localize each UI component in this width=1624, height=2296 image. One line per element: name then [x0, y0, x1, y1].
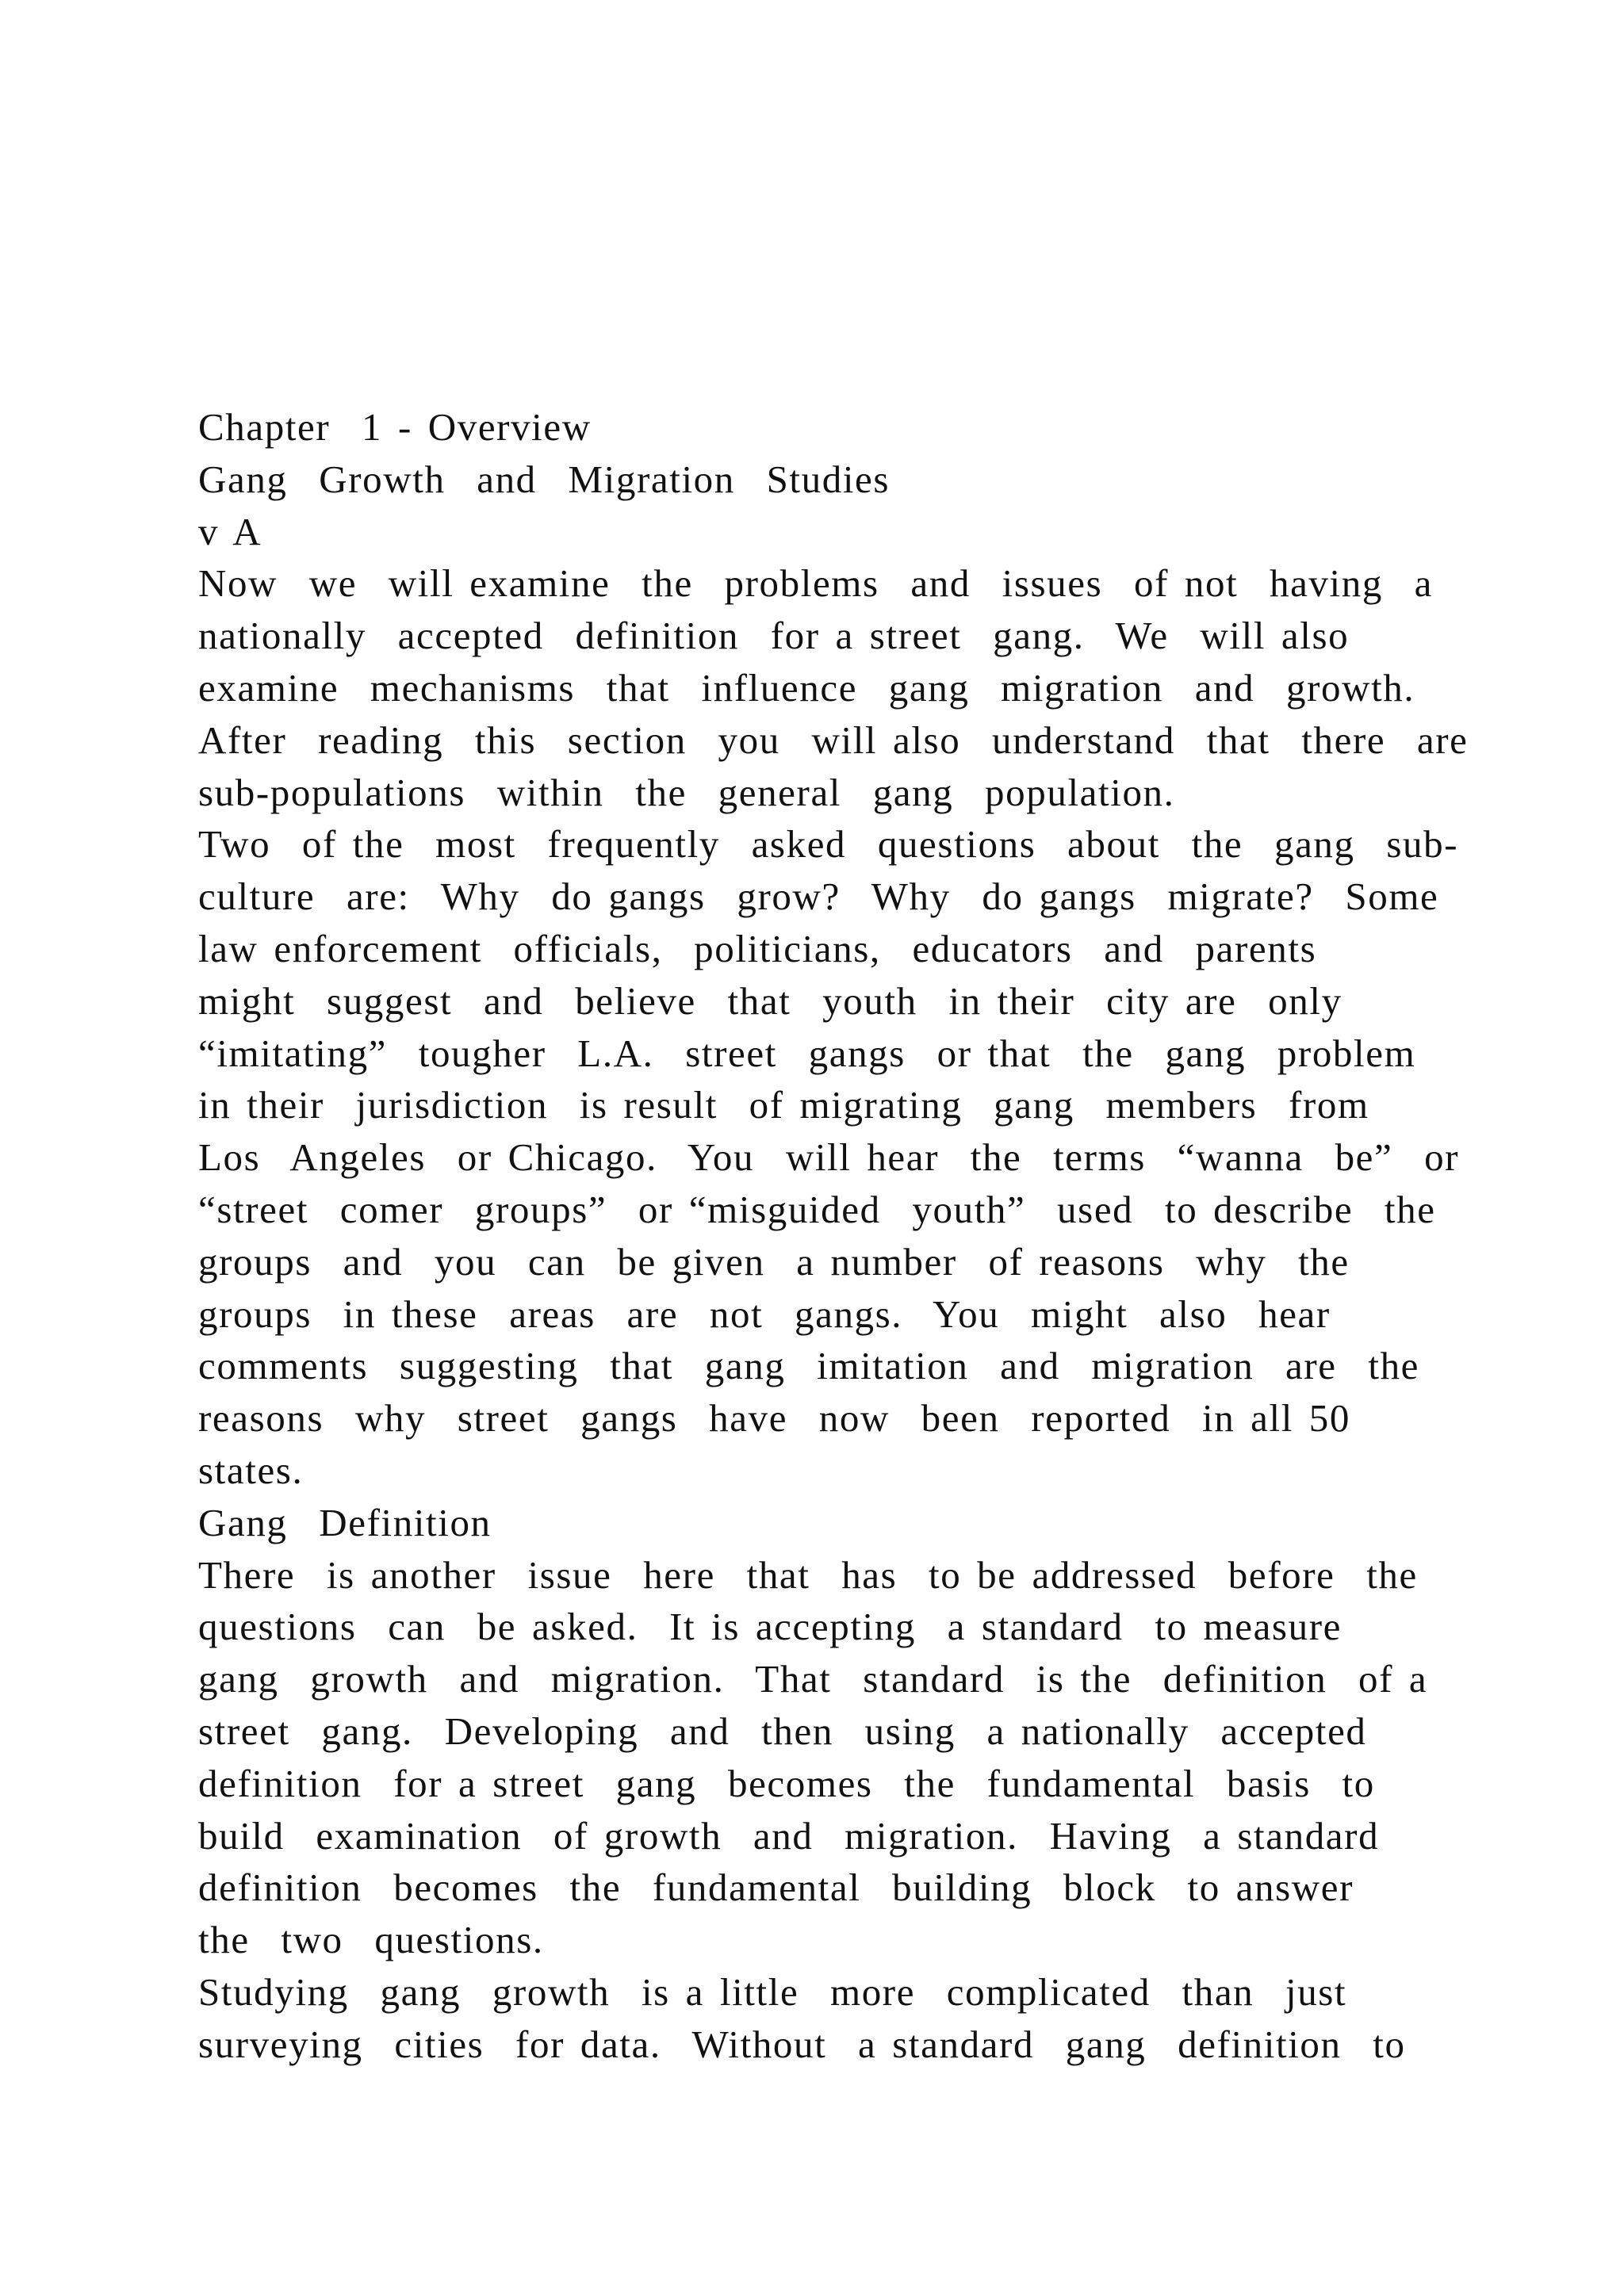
- text-line: questions can be asked. It is accepting a standard to measure: [198, 1605, 1342, 1649]
- text-line: Los Angeles or Chicago. You will hear the terms “wanna be” or: [198, 1135, 1460, 1180]
- text-line: culture are: Why do gangs grow? Why do gangs migrate? Some: [198, 874, 1439, 919]
- text-line: sub-populations within the general gang population.: [198, 770, 1175, 814]
- text-line: There is another issue here that has to be addressed before the: [198, 1552, 1418, 1597]
- text-line: gang growth and migration. That standard is the definition of a: [198, 1657, 1428, 1701]
- text-line: nationally accepted definition for a street gang. We will also: [198, 614, 1350, 658]
- text-line: reasons why street gangs have now been reported in all 50: [198, 1396, 1350, 1441]
- text-line: build examination of growth and migration. Having a standard: [198, 1813, 1380, 1858]
- text-line: definition becomes the fundamental building block to answer: [198, 1866, 1354, 1910]
- chapter-title: Chapter 1 - Overview: [198, 405, 592, 449]
- text-line: Two of the most frequently asked questions about the gang sub-: [198, 822, 1459, 867]
- text-line: groups in these areas are not gangs. You might also hear: [198, 1292, 1331, 1336]
- section-heading-gang-definition: Gang Definition: [198, 1500, 492, 1544]
- text-line: v A: [198, 509, 262, 553]
- text-line: Studying gang growth is a little more complicated than just: [198, 1969, 1347, 2014]
- text-line: “imitating” tougher L.A. street gangs or that the gang problem: [198, 1031, 1416, 1075]
- text-line: comments suggesting that gang imitation and migration are the: [198, 1344, 1420, 1388]
- document-body: [198, 401, 1610, 2071]
- text-line: “street comer groups” or “misguided youth” used to describe the: [198, 1187, 1436, 1231]
- text-line: the two questions.: [198, 1918, 544, 1962]
- text-line: After reading this section you will also understand that there are: [198, 718, 1469, 762]
- text-line: in their jurisdiction is result of migrating gang members from: [198, 1083, 1369, 1127]
- text-line: Now we will examine the problems and issues of not having a: [198, 561, 1433, 606]
- text-line: examine mechanisms that influence gang migration and growth.: [198, 665, 1415, 710]
- text-line: surveying cities for data. Without a standard gang definition to: [198, 2022, 1406, 2066]
- text-line: definition for a street gang becomes the fundamental basis to: [198, 1761, 1375, 1805]
- text-line: street gang. Developing and then using a nationally accepted: [198, 1709, 1367, 1753]
- text-line: might suggest and believe that youth in their city are only: [198, 978, 1342, 1023]
- text-line: states.: [198, 1448, 304, 1492]
- text-line: groups and you can be given a number of reasons why the: [198, 1239, 1350, 1284]
- text-line: law enforcement officials, politicians, educators and parents: [198, 926, 1317, 970]
- section-title: Gang Growth and Migration Studies: [198, 457, 891, 501]
